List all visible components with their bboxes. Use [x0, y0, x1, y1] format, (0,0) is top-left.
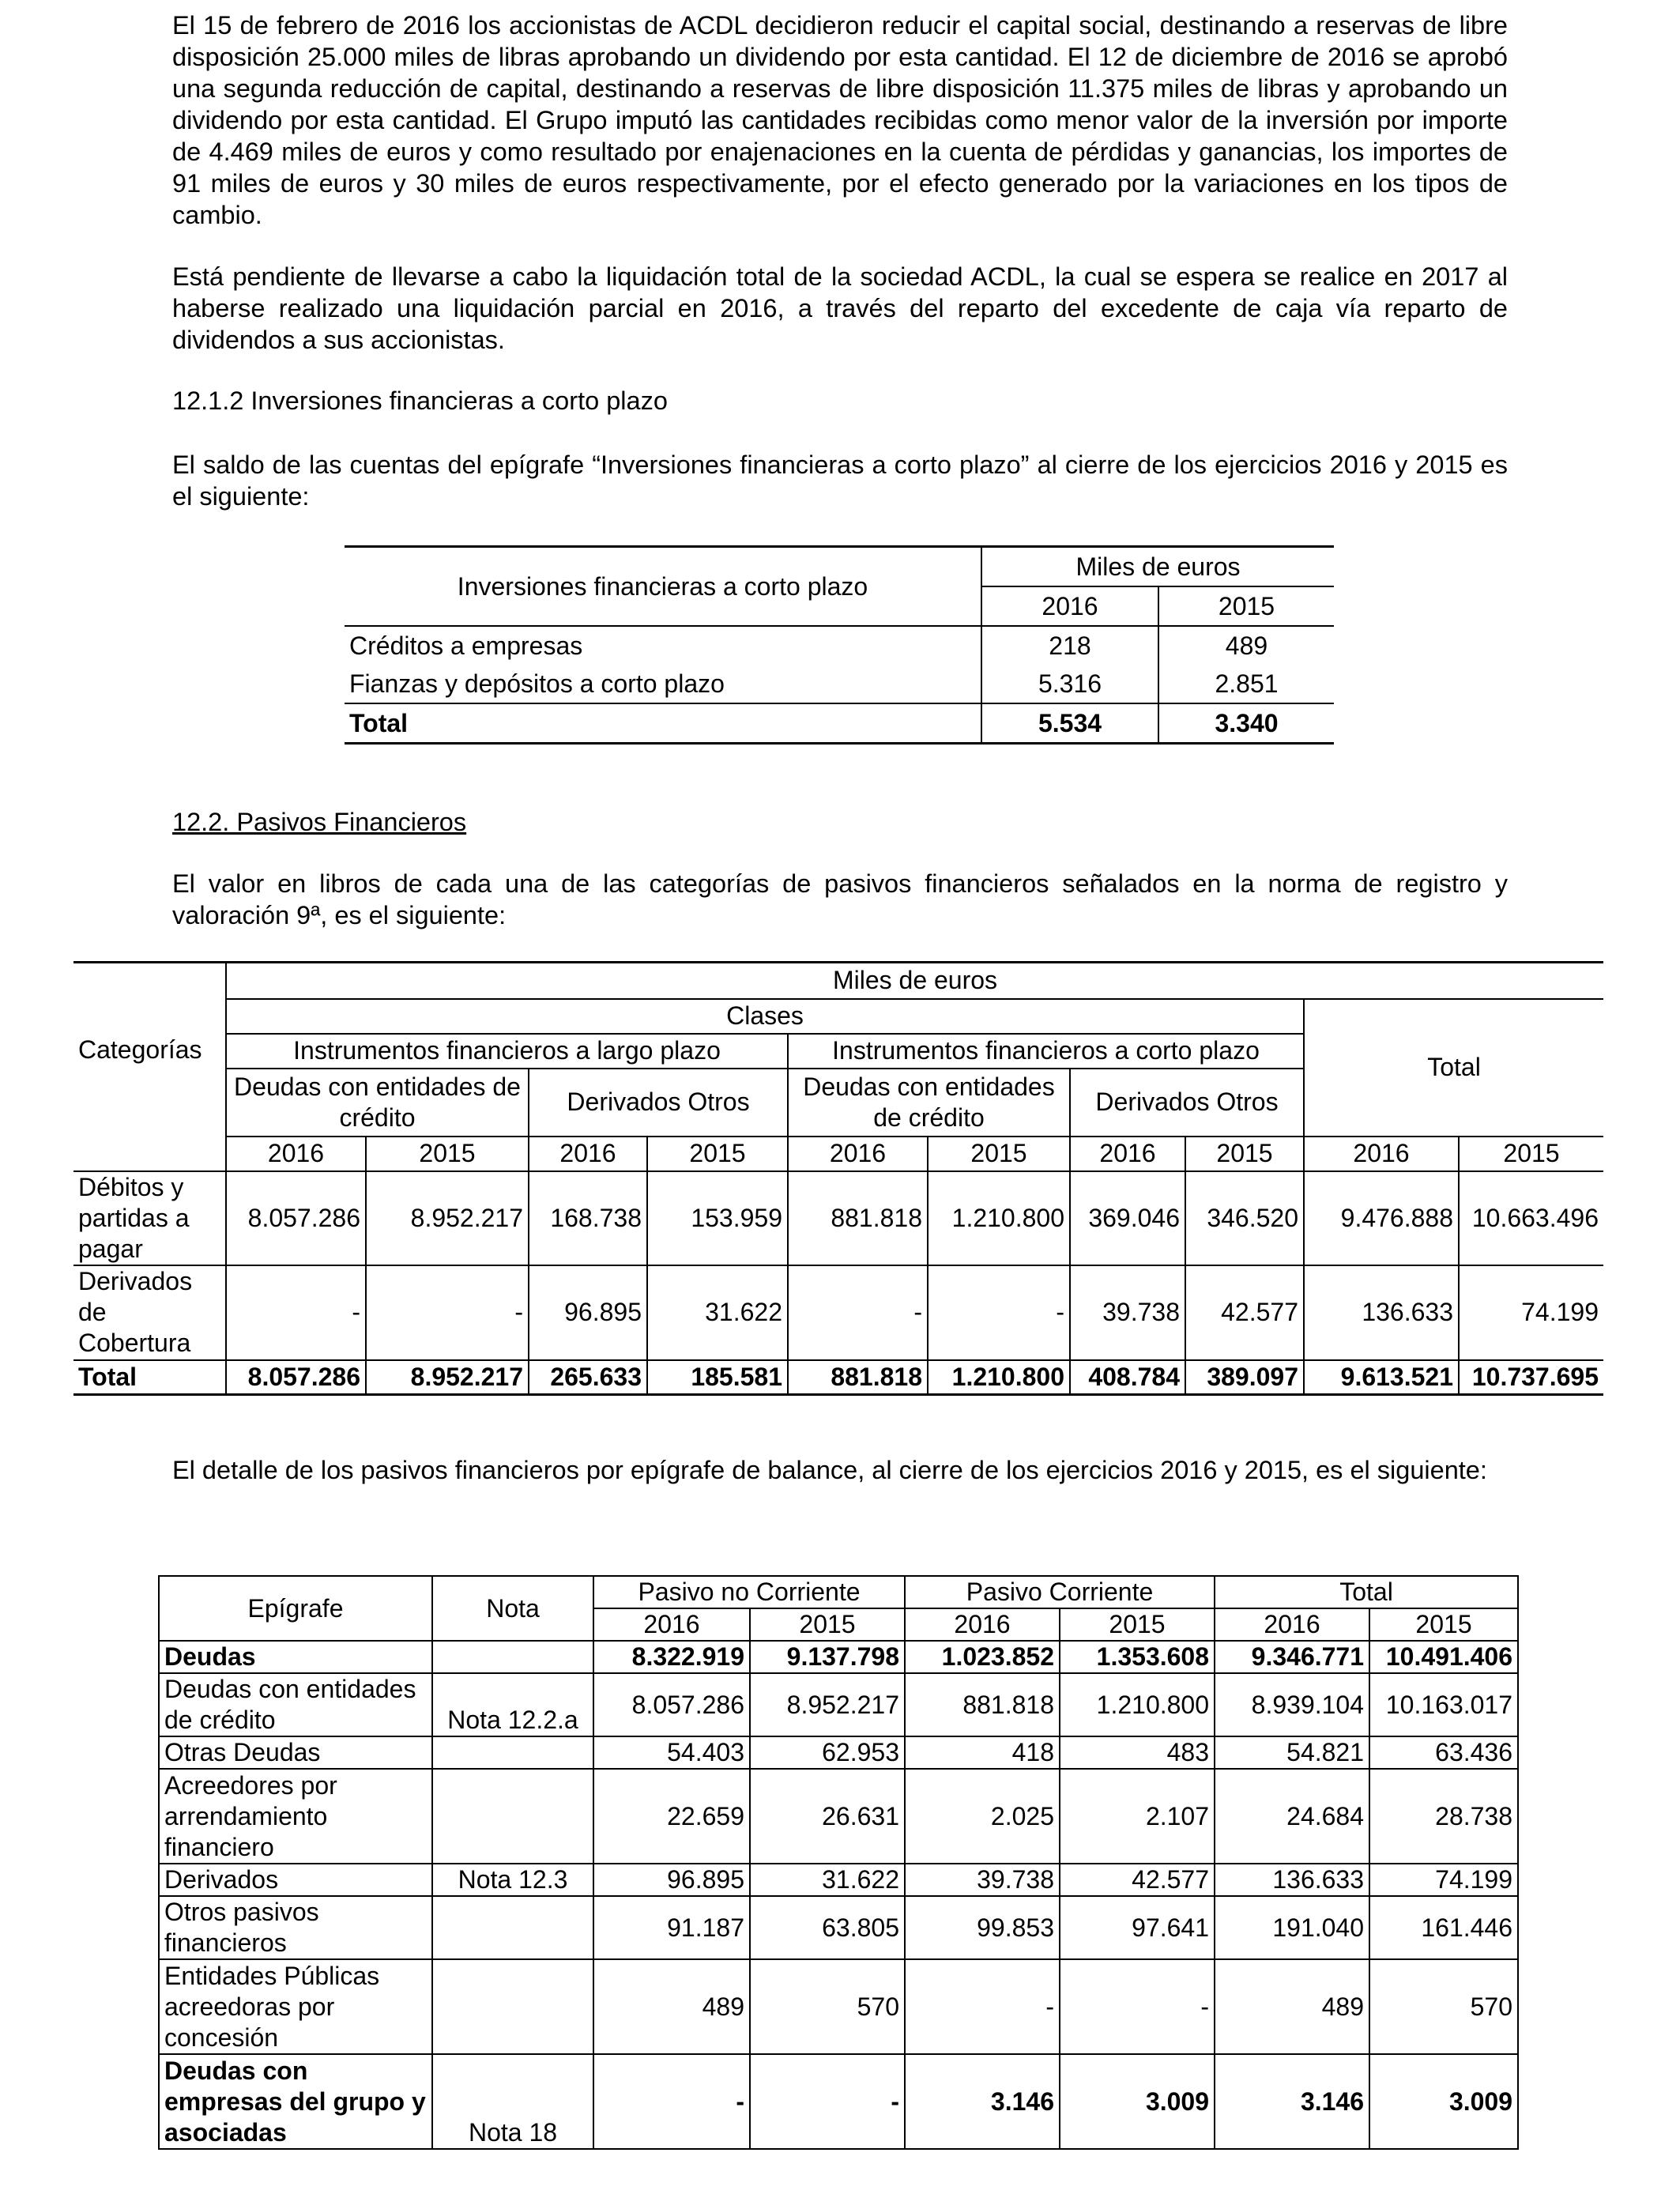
table3-cell: 10.491.406 — [1369, 1641, 1518, 1673]
table2-year: 2016 — [788, 1137, 928, 1171]
table3-cell: 483 — [1060, 1736, 1215, 1769]
table3-nota — [432, 1736, 593, 1769]
table3-cell: 881.818 — [905, 1673, 1060, 1736]
table2-total-cell: 8.057.286 — [226, 1360, 366, 1395]
table3-year: 2016 — [1215, 1608, 1369, 1641]
table3-cell: 8.322.919 — [593, 1641, 750, 1673]
table1-row-label: Créditos a empresas — [349, 631, 583, 660]
table3-cell: 9.346.771 — [1215, 1641, 1369, 1673]
table-row — [73, 1265, 1603, 1360]
paragraph-acdl-liquidacion: Está pendiente de llevarse a cabo la liquidación total de la sociedad ACDL, la cual se espera se realice en 2017 al haberse realizado una liquidación parcial en 2016, a través del reparto del excedente de caja vía reparto de dividendos a sus accionistas. — [172, 262, 1508, 354]
table3-nota: Nota 18 — [432, 2054, 593, 2149]
table3-cell: 1.023.852 — [905, 1641, 1060, 1673]
table3-row-label: Otros pasivos financieros — [159, 1896, 432, 1959]
table-row — [159, 1769, 1518, 1864]
table2-year: 2016 — [226, 1137, 366, 1171]
table3-cell: 99.853 — [905, 1896, 1060, 1959]
table2-total-cell: 9.613.521 — [1304, 1360, 1459, 1395]
table2-cp-derivados: Derivados Otros — [1070, 1069, 1304, 1137]
table3-cell: - — [593, 2054, 750, 2149]
table-inversiones-corto-plazo — [345, 545, 1334, 745]
table3-cell: 570 — [1369, 1959, 1518, 2054]
table-row — [159, 1673, 1518, 1736]
table2-cell: 168.738 — [529, 1171, 647, 1265]
table3-cell: 570 — [750, 1959, 905, 2054]
table3-cell: - — [1060, 1959, 1215, 2054]
table3-cell: 8.057.286 — [593, 1673, 750, 1736]
table1-cell: 218 — [981, 626, 1158, 665]
table3-year: 2015 — [750, 1608, 905, 1641]
table1-cell: 5.316 — [981, 665, 1158, 703]
table3-cell: 489 — [593, 1959, 750, 2054]
table3-cell: 2.025 — [905, 1769, 1060, 1864]
table3-row-label: Deudas con empresas del grupo y asociadas — [159, 2054, 432, 2149]
paragraph-acdl-capital: El 15 de febrero de 2016 los accionistas de ACDL decidieron reducir el capital social, destinando a reservas de libre disposición 25.000 miles de libras aprobando un dividendo por esta cantidad. El 12 de diciembre de 2016 se aprobó una segunda reducción de capital, destinando a reservas de libre disposición 11.375 miles de libras y aprobando un dividendo por esta cantidad. El Grupo imputó las cantidades recibidas como menor valor de la inversión por importe de 4.469 miles de euros y como resultado por enajenaciones en la cuenta de pérdidas y ganancias, los importes de 91 miles de euros y 30 miles de euros respectivamente, por el efecto generado por la variaciones en los tipos de cambio. — [172, 11, 1508, 229]
table3-row-label: Deudas con entidades de crédito — [159, 1673, 432, 1736]
table3-cell: 62.953 — [750, 1736, 905, 1769]
table3-cell: 28.738 — [1369, 1769, 1518, 1864]
table3-cell: 63.805 — [750, 1896, 905, 1959]
table3-nota — [432, 1641, 593, 1673]
heading-pasivos-financieros: 12.2. Pasivos Financieros — [172, 808, 467, 836]
table2-cell: 31.622 — [647, 1265, 788, 1360]
table2-cell: 42.577 — [1185, 1265, 1304, 1360]
table3-cell: 161.446 — [1369, 1896, 1518, 1959]
table-row — [73, 1171, 1603, 1265]
table3-group-total: Total — [1215, 1576, 1518, 1608]
table3-year: 2015 — [1369, 1608, 1518, 1641]
table-row — [159, 2054, 1518, 2149]
table1-cell: 489 — [1158, 626, 1334, 665]
table3-cell: 1.353.608 — [1060, 1641, 1215, 1673]
table2-total-cell: 8.952.217 — [366, 1360, 529, 1395]
table2-cell: 153.959 — [647, 1171, 788, 1265]
table3-cell: 3.009 — [1369, 2054, 1518, 2149]
table2-cell: 369.046 — [1070, 1171, 1185, 1265]
table3-cell: 3.146 — [1215, 2054, 1369, 2149]
table3-year: 2016 — [593, 1608, 750, 1641]
table3-cell: 418 — [905, 1736, 1060, 1769]
table3-cell: 54.821 — [1215, 1736, 1369, 1769]
table-row — [159, 1736, 1518, 1769]
table2-year: 2015 — [928, 1137, 1070, 1171]
table3-cell: 9.137.798 — [750, 1641, 905, 1673]
table2-lp-deudas: Deudas con entidades de crédito — [226, 1069, 529, 1137]
table-total-row — [345, 703, 1334, 744]
table2-year: 2015 — [1185, 1137, 1304, 1171]
table-row — [345, 665, 1334, 703]
table2-year: 2015 — [1459, 1137, 1603, 1171]
table3-cell: 91.187 — [593, 1896, 750, 1959]
table3-cell: 42.577 — [1060, 1864, 1215, 1896]
table3-nota — [432, 1959, 593, 2054]
table1-row-label: Fianzas y depósitos a corto plazo — [345, 665, 981, 703]
table-row — [159, 1864, 1518, 1896]
paragraph-valor-libros: El valor en libros de cada una de las categorías de pasivos financieros señalados en la norma de registro y valoración 9ª, es el siguiente: — [172, 869, 1508, 929]
table3-nota: Nota 12.3 — [432, 1864, 593, 1896]
table3-cell: - — [905, 1959, 1060, 2054]
table2-row-label: Débitos y partidas a pagar — [73, 1171, 226, 1265]
table2-lp-derivados: Derivados Otros — [529, 1069, 788, 1137]
table3-cell: 3.146 — [905, 2054, 1060, 2149]
table3-cell: 10.163.017 — [1369, 1673, 1518, 1736]
table2-total-cell: 1.210.800 — [928, 1360, 1070, 1395]
table2-total-cell: 185.581 — [647, 1360, 788, 1395]
table2-years-row — [73, 1137, 1603, 1171]
table3-row-label: Acreedores por arrendamiento financiero — [159, 1769, 432, 1864]
table1-year-2015: 2015 — [1158, 586, 1334, 626]
table3-col-nota: Nota — [432, 1576, 593, 1641]
table2-year: 2015 — [366, 1137, 529, 1171]
table3-cell: 8.952.217 — [750, 1673, 905, 1736]
table2-cp-deudas: Deudas con entidades de crédito — [788, 1069, 1070, 1137]
table3-row-label: Derivados — [159, 1864, 432, 1896]
table3-cell: 2.107 — [1060, 1769, 1215, 1864]
table2-total-cell: 881.818 — [788, 1360, 928, 1395]
table-row — [159, 1641, 1518, 1673]
table3-year: 2016 — [905, 1608, 1060, 1641]
table2-cell: 39.738 — [1070, 1265, 1185, 1360]
table1-total-label: Total — [345, 703, 981, 744]
table3-cell: 8.939.104 — [1215, 1673, 1369, 1736]
table2-cell: 8.952.217 — [366, 1171, 529, 1265]
table2-cell: - — [928, 1265, 1070, 1360]
table2-cell: 10.663.496 — [1459, 1171, 1603, 1265]
table-detalle-pasivos — [158, 1575, 1519, 2150]
table2-cell: - — [366, 1265, 529, 1360]
table2-total-cell: 408.784 — [1070, 1360, 1185, 1395]
table3-cell: 96.895 — [593, 1864, 750, 1896]
table2-total-cell: 10.737.695 — [1459, 1360, 1603, 1395]
table2-categorias-label: Categorías — [73, 963, 226, 1137]
table3-col-epigrafe: Epígrafe — [159, 1576, 432, 1641]
table2-row-label: Derivados de Cobertura — [73, 1265, 226, 1360]
table1-year-2016: 2016 — [981, 586, 1158, 626]
table3-cell: 97.641 — [1060, 1896, 1215, 1959]
table2-cell: 9.476.888 — [1304, 1171, 1459, 1265]
table-row — [159, 1896, 1518, 1959]
table3-cell: 489 — [1215, 1959, 1369, 2054]
table3-nota: Nota 12.2.a — [432, 1673, 593, 1736]
table2-corto-plazo: Instrumentos financieros a corto plazo — [788, 1034, 1304, 1069]
table2-year: 2016 — [529, 1137, 647, 1171]
table2-cell: 881.818 — [788, 1171, 928, 1265]
heading-inversiones-corto-plazo: 12.1.2 Inversiones financieras a corto plazo — [172, 386, 668, 415]
table3-cell: 31.622 — [750, 1864, 905, 1896]
table3-nota — [432, 1769, 593, 1864]
table2-cell: - — [788, 1265, 928, 1360]
table2-empty-cell — [73, 1137, 226, 1171]
table2-total-header: Total — [1304, 999, 1603, 1137]
table1-unit: Miles de euros — [981, 547, 1334, 587]
table3-cell: 54.403 — [593, 1736, 750, 1769]
table2-largo-plazo: Instrumentos financieros a largo plazo — [226, 1034, 788, 1069]
table2-total-cell: 389.097 — [1185, 1360, 1304, 1395]
paragraph-saldo-cuentas: El saldo de las cuentas del epígrafe “Inversiones financieras a corto plazo” al cierre de los ejercicios 2016 y 2015 es el siguiente: — [172, 450, 1508, 511]
table2-cell: 96.895 — [529, 1265, 647, 1360]
table3-cell: 3.009 — [1060, 2054, 1215, 2149]
table-row — [159, 1959, 1518, 2054]
table3-nota — [432, 1896, 593, 1959]
table2-cell: 74.199 — [1459, 1265, 1603, 1360]
table3-cell: 74.199 — [1369, 1864, 1518, 1896]
table2-cell: 346.520 — [1185, 1171, 1304, 1265]
table3-cell: 24.684 — [1215, 1769, 1369, 1864]
table3-cell: 39.738 — [905, 1864, 1060, 1896]
table2-cell: 136.633 — [1304, 1265, 1459, 1360]
table2-cell: 8.057.286 — [226, 1171, 366, 1265]
table-row — [345, 626, 1334, 665]
table3-cell: 136.633 — [1215, 1864, 1369, 1896]
table3-cell: - — [750, 2054, 905, 2149]
table2-year: 2016 — [1070, 1137, 1185, 1171]
table3-cell: 63.436 — [1369, 1736, 1518, 1769]
paragraph-detalle-pasivos: El detalle de los pasivos financieros por epígrafe de balance, al cierre de los ejercicios 2016 y 2015, es el siguiente: — [172, 1456, 1487, 1484]
table3-row-label: Otras Deudas — [159, 1736, 432, 1769]
table3-year: 2015 — [1060, 1608, 1215, 1641]
table3-cell: 22.659 — [593, 1769, 750, 1864]
table2-year: 2015 — [647, 1137, 788, 1171]
table1-total-cell: 3.340 — [1158, 703, 1334, 744]
table3-row-label: Deudas — [159, 1641, 432, 1673]
table2-total-cell: 265.633 — [529, 1360, 647, 1395]
table1-total-cell: 5.534 — [981, 703, 1158, 744]
table1-header-label: Inversiones financieras a corto plazo — [345, 547, 981, 627]
table2-year: 2016 — [1304, 1137, 1459, 1171]
table1-cell: 2.851 — [1158, 665, 1334, 703]
table3-group-no-corriente: Pasivo no Corriente — [593, 1576, 905, 1608]
table-total-row — [73, 1360, 1603, 1395]
table3-row-label: Entidades Públicas acreedoras por concesión — [159, 1959, 432, 2054]
table-categorias-pasivos — [73, 961, 1603, 1396]
table3-cell: 191.040 — [1215, 1896, 1369, 1959]
table3-cell: 26.631 — [750, 1769, 905, 1864]
table2-cell: - — [226, 1265, 366, 1360]
table3-group-corriente: Pasivo Corriente — [905, 1576, 1215, 1608]
table2-clases: Clases — [226, 999, 1304, 1034]
table2-cell: 1.210.800 — [928, 1171, 1070, 1265]
table3-cell: 1.210.800 — [1060, 1673, 1215, 1736]
table2-unit: Miles de euros — [226, 963, 1603, 999]
table2-total-label: Total — [73, 1360, 226, 1395]
